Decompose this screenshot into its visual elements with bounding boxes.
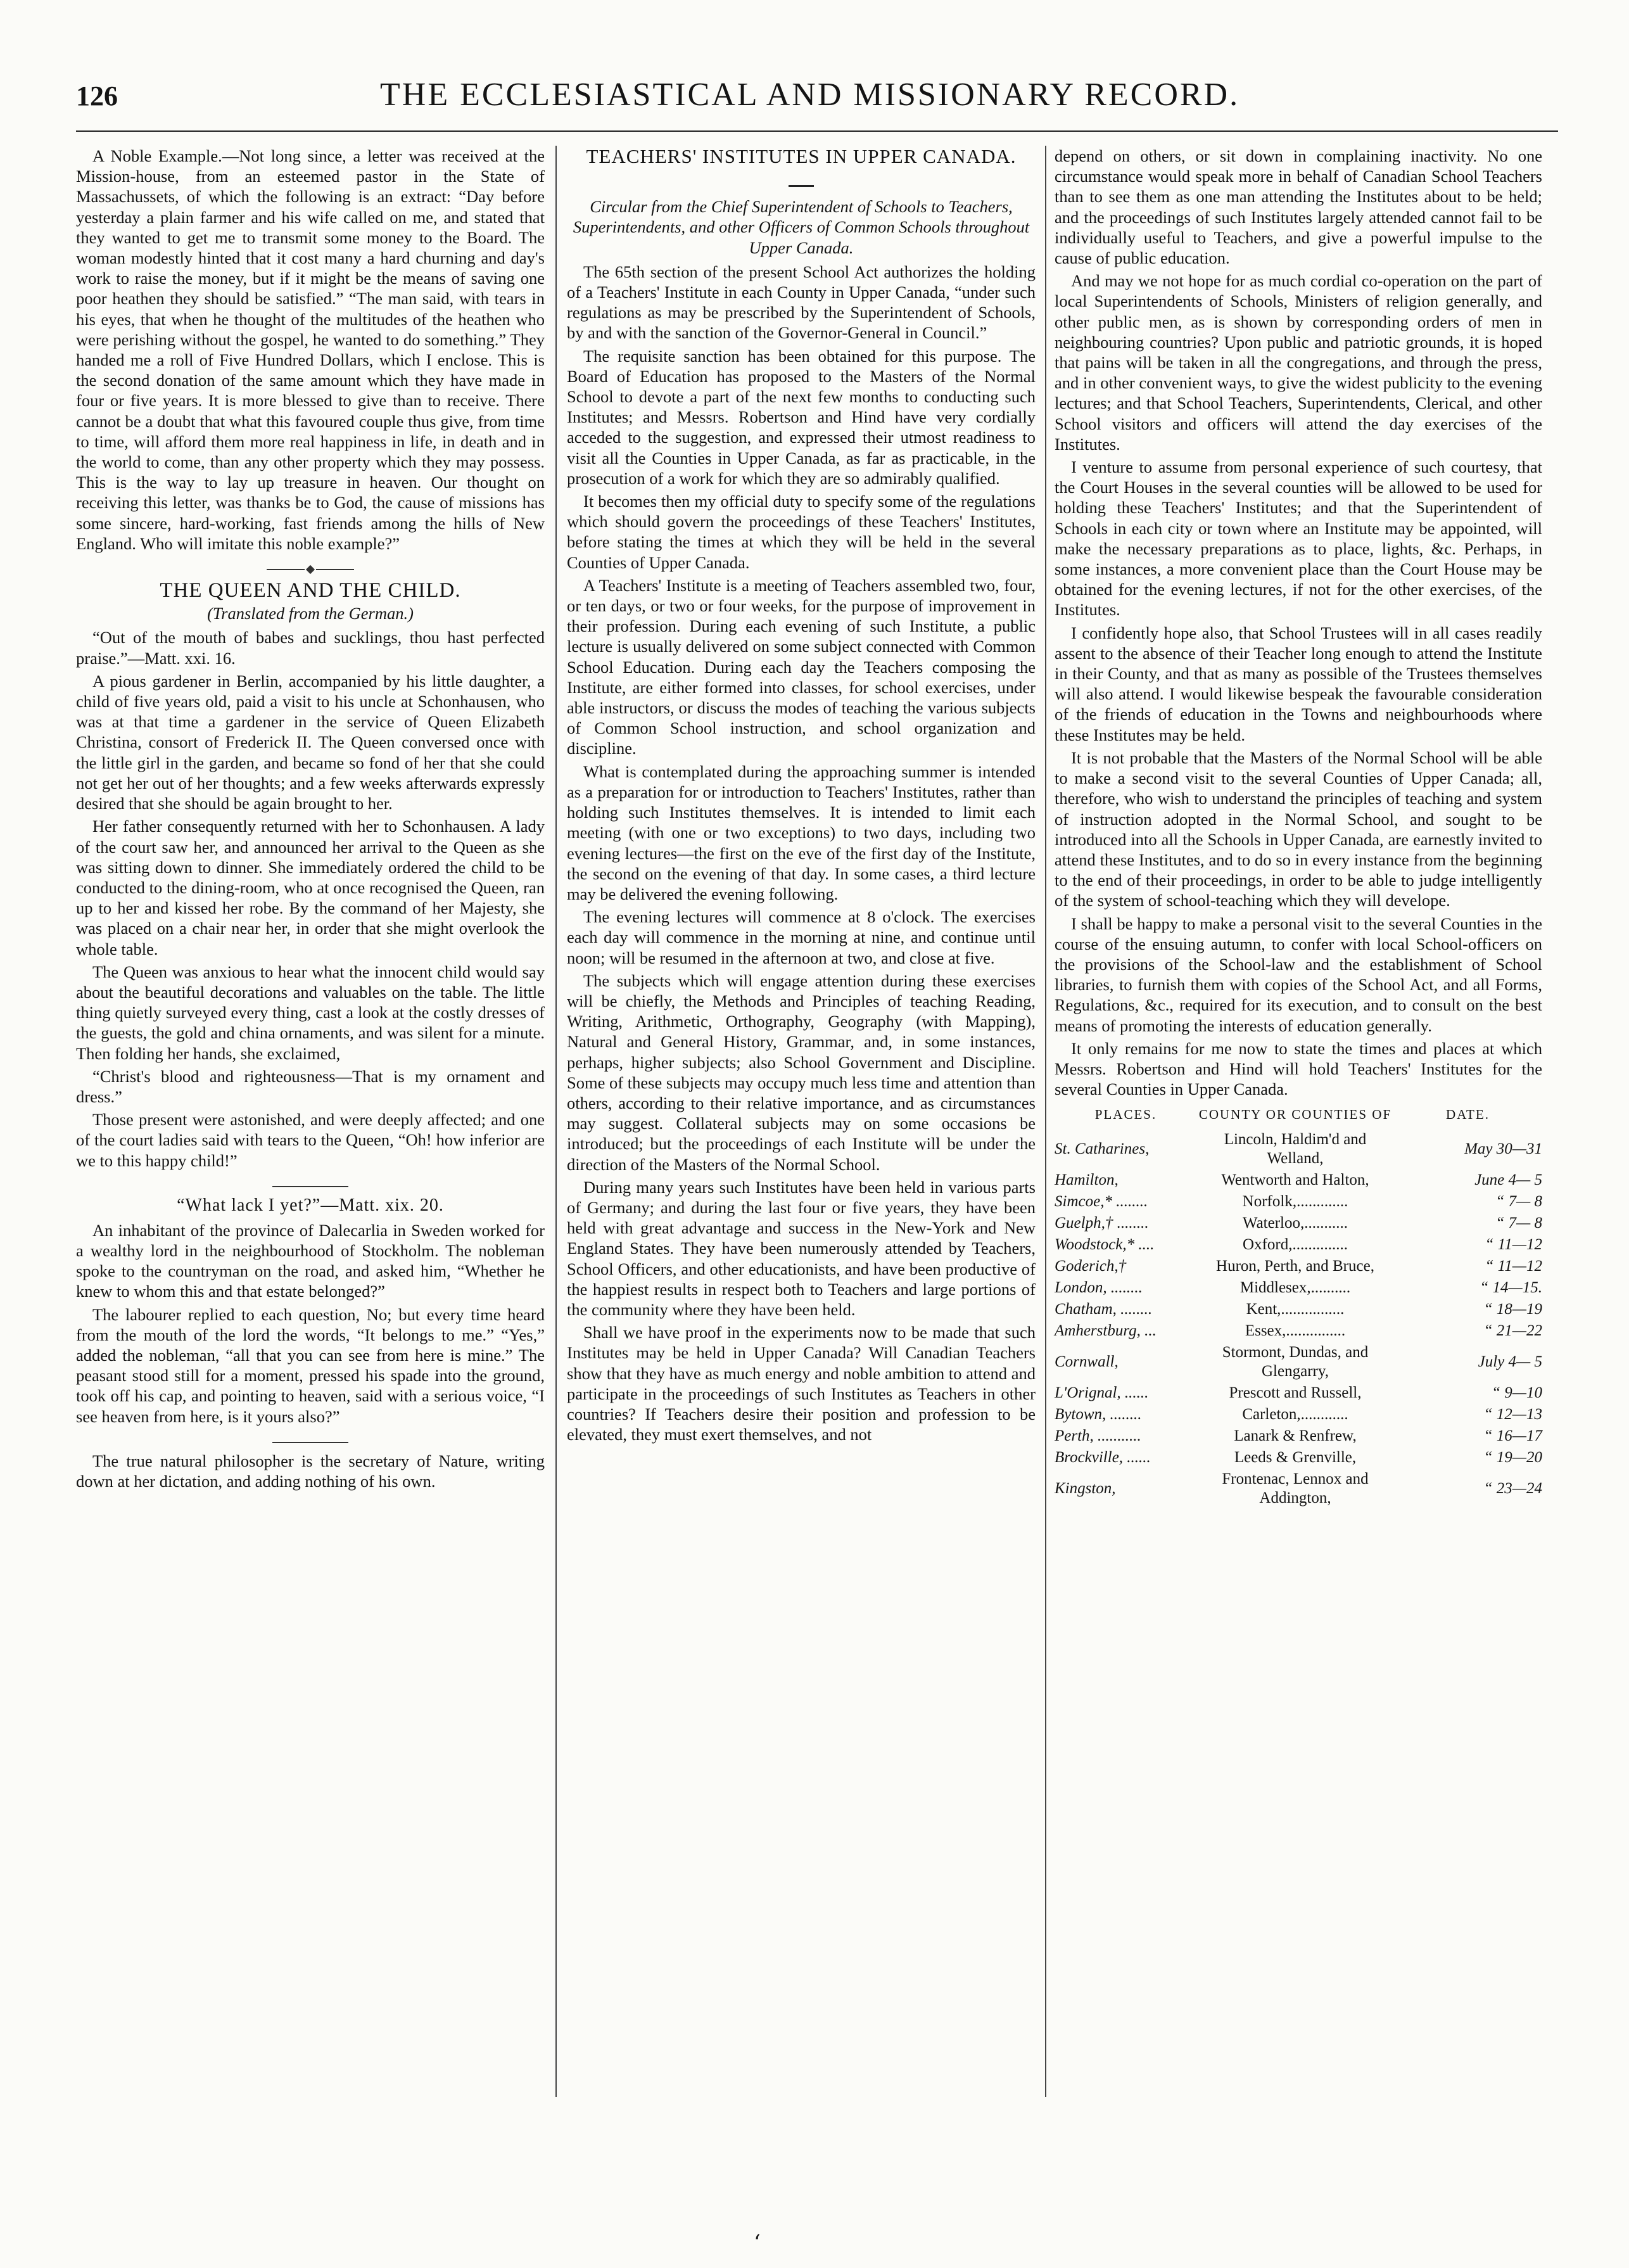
circular-subtitle: Circular from the Chief Superintendent of Schools to Teachers, Superintendents, and other Officers of Common Schools throughout Upper Canada.: [573, 197, 1030, 257]
paragraph: What is contemplated during the approaching summer is intended as a preparation for or introduction to Teachers' Institutes, rather than holding such Institutes themselves. It is intended to limit each meeting (with one or two exceptions) to two days, including two evening lectures—the first on the eve of the first day of the Institute, the second on the evening of that day. In some cases, a third lecture may be delivered the evening following.: [567, 761, 1036, 903]
table-row: [1055, 1468, 1542, 1509]
column-header: COUNTY OR COUNTIES OF: [1198, 1107, 1392, 1123]
date-cell: “ 7— 8: [1495, 1214, 1542, 1232]
paragraph: Those present were astonished, and were deeply affected; and one of the court ladies said with tears to the Queen, “Oh! how inferior are we to this happy child!”: [76, 1110, 545, 1170]
county-cell: Essex,...............: [1245, 1322, 1346, 1340]
table-row: [1055, 1213, 1542, 1234]
place-cell: Amherstburg, ...: [1055, 1322, 1157, 1340]
table-row: [1055, 1191, 1542, 1213]
county-cell: Stormont, Dundas, and Glengarry,: [1222, 1344, 1369, 1380]
date-cell: June 4— 5: [1474, 1171, 1542, 1189]
paragraph: The subjects which will engage attention during these exercises will be chiefly, the Methods and Principles of teaching Reading, Writing, Arithmetic, Orthography, Geography (with Mapping), Natural and General History, Grammar, and, in some instances, perhaps, higher subjects; also School Government and Discipline. Some of these subjects may occupy much less time and attention than others, according to their relative importance, and as circumstances may suggest. Collateral subjects may on some occasions be introduced; but the proceedings of each Institute will be under the direction of the Masters of the Normal School.: [567, 971, 1036, 1174]
paragraph: It is not probable that the Masters of the Normal School will be able to make a second visit to the several Counties of Upper Canada; all, therefore, who wish to understand the principles of teaching and system of instruction adopted in the Normal School, and sought to be introduced into all the Schools in Upper Canada, are earnestly invited to attend these Institutes, and to do so in every instance from the beginning to the end of their proceedings, in order to be able to judge intelligently of the system of school-teaching which they will develope.: [1055, 748, 1542, 910]
lack-article-title: “What lack I yet?”—Matt. xix. 20.: [177, 1195, 444, 1215]
paragraph: Her father consequently returned with her to Schonhausen. A lady of the court saw her, and announced her arrival to the Queen as she was sitting down to dinner. She immediately ordered the child to be conducted to the dining-room, who at once recognised the Queen, ran up to her and kissed her robe. By the command of her Majesty, she was placed on a chair near her, in order that she might overlook the whole table.: [76, 817, 545, 959]
section-divider: [76, 1180, 545, 1191]
place-cell: Cornwall,: [1055, 1353, 1119, 1371]
place-cell: Perth, ...........: [1055, 1427, 1141, 1445]
county-cell: Norfolk,.............: [1242, 1193, 1348, 1211]
date-cell: “ 21—22: [1483, 1322, 1542, 1340]
table-row: [1055, 1447, 1542, 1468]
table-row: [1055, 1382, 1542, 1404]
table-row: [1055, 1342, 1542, 1382]
county-cell: Middlesex,..........: [1239, 1279, 1351, 1297]
county-cell: Frontenac, Lennox and Addington,: [1222, 1470, 1369, 1507]
date-cell: “ 12—13: [1483, 1406, 1542, 1424]
date-cell: “ 19—20: [1483, 1449, 1542, 1467]
paragraph: The evening lectures will commence at 8 o'clock. The exercises each day will commence in the morning at nine, and continue until noon; will be resumed in the afternoon at two, and close at five.: [567, 907, 1036, 967]
paragraph: The Queen was anxious to hear what the innocent child would say about the beautiful decorations and valuables on the table. The little thing quietly surveyed every thing, cast a look at the costly dresses of the guests, the gold and china ornaments, and was silent for a minute. Then folding her hands, she exclaimed,: [76, 962, 545, 1063]
county-cell: Carleton,............: [1242, 1406, 1348, 1424]
table-row: [1055, 1299, 1542, 1320]
place-cell: Chatham, ........: [1055, 1301, 1153, 1318]
paragraph: I confidently hope also, that School Trustees will in all cases readily assent to the absence of their Teacher long enough to attend the Institute in their County, and that as many as possible of the Trustees themselves will also attend. I would likewise bespeak the favourable consideration of the friends of education in the Towns and neighbourhoods where these Institutes may be held.: [1055, 623, 1542, 744]
table-row: [1055, 1277, 1542, 1299]
column-left: [76, 146, 545, 1494]
place-cell: Guelph,† ........: [1055, 1214, 1149, 1232]
column-divider: [555, 146, 557, 2097]
printer-mark: ʻ: [754, 2230, 761, 2255]
queen-article-title: THE QUEEN AND THE CHILD.: [160, 579, 461, 602]
journal-title: THE ECCLESIASTICAL AND MISSIONARY RECORD.: [380, 77, 1240, 113]
place-cell: Simcoe,* ........: [1055, 1193, 1148, 1211]
paragraph: “Christ's blood and righteousness—That is my ornament and dress.”: [76, 1066, 545, 1106]
queen-motto: “Out of the mouth of babes and sucklings, thou hast perfected praise.”—Matt. xxi. 16.: [76, 628, 545, 668]
county-cell: Huron, Perth, and Bruce,: [1216, 1258, 1374, 1275]
date-cell: “ 11—12: [1485, 1236, 1542, 1254]
paragraph: The labourer replied to each question, No; but every time heard from the mouth of the lord the words, “It belongs to me.” “Yes,” added the nobleman, “all that you can see from here is mine.” The peasant stood still for a moment, pressed his spade into the ground, took off his cap, and pointing to heaven, said with a serious voice, “I see heaven from here, is it yours also?”: [76, 1304, 545, 1426]
place-cell: Woodstock,* ....: [1055, 1236, 1155, 1254]
place-cell: Kingston,: [1055, 1480, 1116, 1498]
date-cell: July 4— 5: [1478, 1353, 1542, 1371]
paragraph: An inhabitant of the province of Dalecarlia in Sweden worked for a wealthy lord in the neighbourhood of Stockholm. The nobleman spoke to the countryman on the road, and asked him, “Whether he knew to whom this and that estate belonged?”: [76, 1220, 545, 1301]
column-middle: [567, 146, 1036, 1447]
queen-article-subtitle: (Translated from the German.): [207, 604, 414, 623]
place-cell: Bytown, ........: [1055, 1406, 1142, 1424]
table-row: [1055, 1256, 1542, 1277]
paragraph: I shall be happy to make a personal visit to the several Counties in the course of the ensuing autumn, to confer with local School-officers on the provisions of the School-law and the establishment of School libraries, to furnish them with copies of the School Act, and all Forms, Regulations, &c., required for its execution, and to consult on the best means of promoting the interests of education generally.: [1055, 914, 1542, 1035]
table-row: [1055, 1169, 1542, 1191]
date-cell: “ 18—19: [1483, 1301, 1542, 1318]
date-cell: “ 7— 8: [1495, 1193, 1542, 1211]
place-cell: Hamilton,: [1055, 1171, 1119, 1189]
table-header-row: [1055, 1104, 1542, 1129]
teachers-institutes-title: TEACHERS' INSTITUTES IN UPPER CANADA.: [586, 145, 1017, 167]
paragraph: The requisite sanction has been obtained for this purpose. The Board of Education has proposed to the Masters of the Normal School to devote a part of the next few months to conducting such Institutes; and Messrs. Robertson and Hind have very cordially acceded to the suggestion, and expressed their utmost readiness to visit all the Counties in Upper Canada, as far as practicable, in the prosecution of a work for which they are so admirably qualified.: [567, 346, 1036, 488]
table-row: [1055, 1129, 1542, 1169]
paragraph: It only remains for me now to state the times and places at which Messrs. Robertson and Hind will hold Teachers' Institutes for the several Counties in Upper Canada.: [1055, 1038, 1542, 1099]
county-cell: Leeds & Grenville,: [1234, 1449, 1357, 1467]
table-row: [1055, 1320, 1542, 1342]
paragraph: A Teachers' Institute is a meeting of Teachers assembled two, four, or ten days, or two or four weeks, for the purpose of improvement in their profession. During each evening of such Institute, a public lecture is usually delivered on some subject connected with Common School Education. During each day the Teachers composing the Institute, are either formed into classes, for school exercises, under able instructors, or discuss the modes of teaching the various subjects of Common School instruction, and school organization and discipline.: [567, 575, 1036, 758]
institute-schedule-table: [1055, 1104, 1542, 1509]
section-divider: [76, 563, 545, 574]
page-number: 126: [76, 80, 118, 111]
place-cell: Brockville, ......: [1055, 1449, 1151, 1467]
paragraph: And may we not hope for as much cordial co-operation on the part of local Superintendents of Schools, Ministers of religion generally, and other public men, as is shown by corresponding orders of men in neighbouring countries? Upon public and patriotic grounds, it is hoped that pains will be taken in all the congregations, and through the press, and in other convenient ways, to give the widest publicity to the evening lectures; and that School Teachers, Superintendents, Clerical, and other School visitors and officers will attend the day exercises of the Institutes.: [1055, 271, 1542, 454]
paragraph: It becomes then my official duty to specify some of the regulations which should govern the proceedings of these Teachers' Institutes, before stating the times at which they will be held in the several Counties of Upper Canada.: [567, 492, 1036, 572]
place-cell: Goderich,†: [1055, 1258, 1127, 1275]
header-rule: [76, 130, 1558, 132]
place-cell: London, ........: [1055, 1279, 1143, 1297]
date-cell: “ 9—10: [1492, 1384, 1542, 1402]
county-cell: Oxford,..............: [1243, 1236, 1348, 1254]
table-row: [1055, 1234, 1542, 1256]
county-cell: Prescott and Russell,: [1229, 1384, 1362, 1402]
county-cell: Kent,................: [1246, 1301, 1345, 1318]
county-cell: Lanark & Renfrew,: [1234, 1427, 1357, 1445]
column-divider: [1045, 146, 1046, 2097]
county-cell: Waterloo,...........: [1242, 1214, 1348, 1232]
column-right: [1055, 146, 1542, 1509]
table-row: [1055, 1425, 1542, 1447]
column-header: PLACES.: [1094, 1107, 1157, 1123]
date-cell: “ 11—12: [1485, 1258, 1542, 1275]
section-divider: [76, 1436, 545, 1447]
paragraph: During many years such Institutes have been held in various parts of Germany; and during the last four or five years, they have been held with great advantage and success in the New-York and New England States. They have been numerously attended by Teachers, School Officers, and other educationists, and have been productive of the happiest results in respect both to Teachers and large portions of the community where they have been held.: [567, 1177, 1036, 1319]
place-cell: St. Catharines,: [1055, 1140, 1150, 1158]
date-cell: “ 16—17: [1483, 1427, 1542, 1445]
title-divider: [567, 171, 1036, 191]
column-header: DATE.: [1446, 1107, 1490, 1123]
noble-example-article: A Noble Example.—Not long since, a letter was received at the Mission-house, from an esteemed pastor in the State of Massachussets, of which the following is an extract: “Day before yesterday a plain farmer and his wife called on me, and stated that they wanted to get me to transmit some money to the Board. The woman modestly hinted that it cost many a hard churning and day's work to raise the money, but if it might be the means of saving one poor heathen they should be satisfied.” “The man said, with tears in his eyes, that when he thought of the multitudes of the heathen who were perishing without the gospel, he wanted to do something.” They handed me a roll of Five Hundred Dollars, which I enclose. This is the second donation of the same amount which they have made in four or five years. It is more blessed to give than to receive. There cannot be a doubt that what this favoured couple thus give, from time to time, will afford them more real happiness in life, in death and in the world to come, than any other property which they may possess. This is the way to lay up treasure in heaven. Our thought on receiving this letter, was thanks be to God, the cause of missions has some sincere, hard-working, fast friends among the hills of New England. Who will imitate this noble example?”: [76, 146, 545, 553]
paragraph: Shall we have proof in the experiments now to be made that such Institutes may be held in Upper Canada? Will Canadian Teachers show that they have as much energy and noble ambition to attend and participate in the proceedings of such Institutes as Teachers in other countries? If Teachers desire their position and profession to be elevated, they must exert themselves, and not: [567, 1323, 1036, 1444]
table-row: [1055, 1404, 1542, 1425]
paragraph: depend on others, or sit down in complaining inactivity. No one circumstance would speak more in behalf of Canadian School Teachers than to see them as one man attending the Institutes about to be held; and the proceedings of such Institutes largely attended cannot fail to be individually useful to Teachers, and give a powerful impulse to the cause of public education.: [1055, 146, 1542, 268]
paragraph: A pious gardener in Berlin, accompanied by his little daughter, a child of five years old, paid a visit to his uncle at Schonhausen, who was at that time a gardener in the service of Queen Elizabeth Christina, consort of Frederick II. The Queen conversed once with the little girl in the garden, and became so fond of her that she could not get her out of her thoughts; and a few weeks afterwards expressly desired that she should be again brought to her.: [76, 671, 545, 813]
county-cell: Wentworth and Halton,: [1221, 1171, 1369, 1189]
date-cell: “ 14—15.: [1480, 1279, 1542, 1297]
paragraph: The 65th section of the present School Act authorizes the holding of a Teachers' Institute in each County in Upper Canada, “under such regulations as may be prescribed by the Superintendent of Schools, by and with the sanction of the Governor-General in Council.”: [567, 262, 1036, 343]
page-header: [76, 76, 1558, 127]
county-cell: Lincoln, Haldim'd and Welland,: [1224, 1131, 1367, 1168]
date-cell: “ 23—24: [1483, 1480, 1542, 1498]
philosopher-note: The true natural philosopher is the secretary of Nature, writing down at her dictation, and adding nothing of his own.: [76, 1451, 545, 1491]
date-cell: May 30—31: [1464, 1140, 1542, 1158]
paragraph: I venture to assume from personal experience of such courtesy, that the Court Houses in the several counties will be allowed to be used for holding these Teachers' Institutes; and that the Superintendent of Schools in each city or town where an Institute may be appointed, will make the necessary preparations as to place, lights, &c. Perhaps, in some instances, a more convenient place than the Court House may be obtained for the evening lectures, if not for the other exercises, of the Institutes.: [1055, 457, 1542, 620]
place-cell: L'Orignal, ......: [1055, 1384, 1149, 1402]
